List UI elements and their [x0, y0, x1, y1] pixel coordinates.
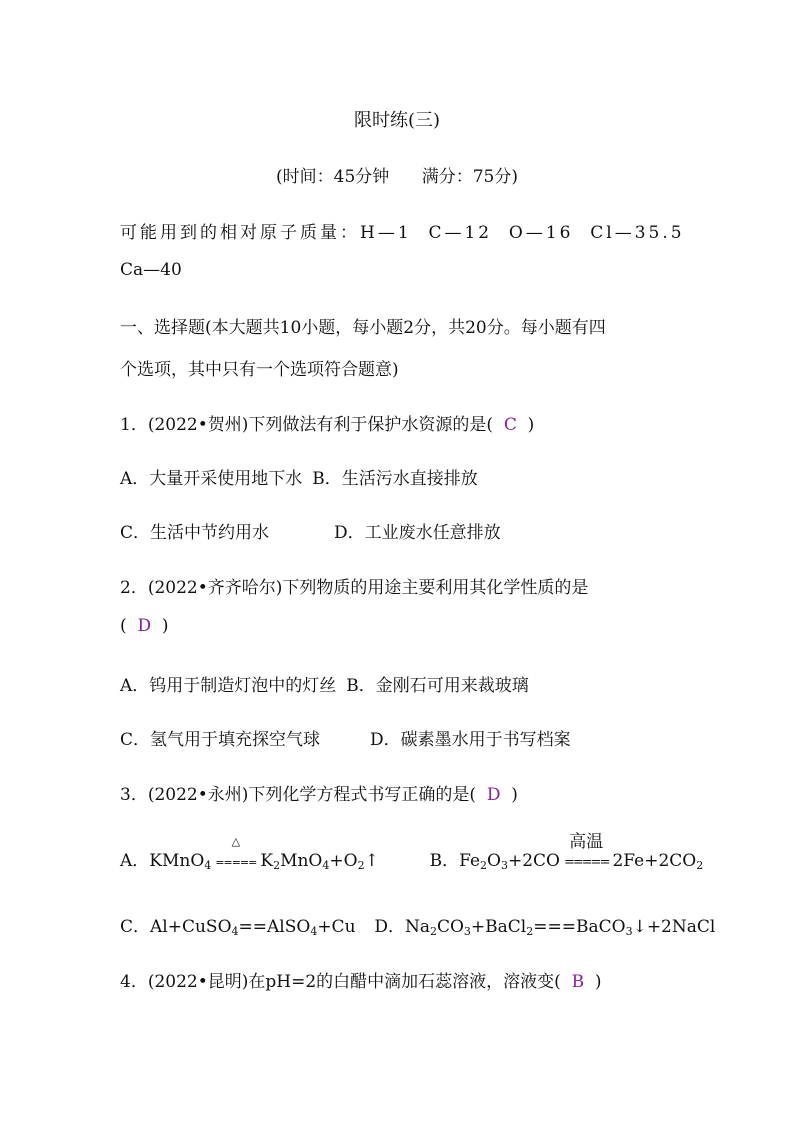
answer-mark: C	[503, 415, 517, 435]
question-1-options-ab	[120, 464, 478, 489]
question-2-options-ab	[120, 671, 529, 696]
option-c: C．Al+CuSO$_4$==AlSO$_4$+Cu	[120, 917, 356, 938]
answer-mark: D	[137, 616, 152, 636]
question-3-options-cd	[120, 912, 715, 937]
page-title: 限时练(三)	[353, 110, 441, 131]
question-text: (	[120, 616, 138, 636]
question-text-end: )	[516, 415, 535, 435]
option-a: A．KMnO$_4$ △ ===== $K_2MnO_4+O_2↑$	[120, 835, 379, 872]
question-1-options-cd	[120, 518, 501, 543]
option-a: A．钨用于制造灯泡中的灯丝	[120, 676, 337, 696]
section-heading-cont: 个选项，其中只有一个选项符合题意)	[120, 360, 399, 380]
question-text-end: )	[500, 785, 518, 805]
down-arrow-icon: ↓	[632, 917, 647, 937]
option-a: A．大量开采使用地下水	[120, 469, 303, 489]
answer-mark: B	[571, 972, 585, 992]
section-heading: 一、选择题(本大题共10小题，每小题2分，共20分。每小题有四	[120, 318, 606, 338]
question-3-stem	[120, 780, 518, 805]
atomic-mass-line-cont: Ca—40	[120, 260, 182, 280]
option-b: B．$Fe_2O_3+2CO$ 高温 ===== $2Fe+2CO_2$	[429, 832, 704, 872]
question-text: 1．(2022•贺州)下列做法有利于保护水资源的是(	[120, 415, 504, 435]
question-3-options-ab	[120, 832, 704, 872]
question-text: 4．(2022•昆明)在pH=2的白醋中滴加石蕊溶液，溶液变(	[120, 972, 572, 992]
option-c: C．生活中节约用水	[120, 523, 270, 543]
option-d: D．碳素墨水用于书写档案	[370, 730, 571, 750]
option-d: D．$Na_2CO_3+BaCl_2===BaCO_3↓+2NaCl$	[374, 917, 716, 938]
atomic-mass-line: 可能用到的相对原子质量：H—1 C—12 O—16 Cl—35.5	[120, 223, 685, 243]
heat-condition: △ =====	[215, 835, 257, 869]
question-text: 3．(2022•永州)下列化学方程式书写正确的是(	[120, 785, 487, 805]
heat-icon: △	[231, 835, 241, 848]
option-b: B．金刚石可用来裁玻璃	[346, 676, 529, 696]
page-subtitle: (时间：45分钟 满分：75分)	[276, 167, 518, 187]
option-d: D．工业废水任意排放	[334, 523, 501, 543]
question-4-stem	[120, 967, 602, 992]
question-1-stem	[120, 410, 534, 435]
option-c: C．氢气用于填充探空气球	[120, 730, 321, 750]
option-b: B．生活污水直接排放	[312, 469, 478, 489]
question-2-options-cd	[120, 725, 571, 750]
question-2-stem-cont	[120, 616, 169, 636]
up-arrow-icon: ↑	[364, 851, 379, 871]
question-2-stem: 2．(2022•齐齐哈尔)下列物质的用途主要利用其化学性质的是	[120, 578, 589, 598]
question-text-end: )	[584, 972, 602, 992]
question-text-end: )	[151, 616, 169, 636]
answer-mark: D	[486, 785, 501, 805]
high-temp-condition: 高温 =====	[564, 832, 609, 870]
